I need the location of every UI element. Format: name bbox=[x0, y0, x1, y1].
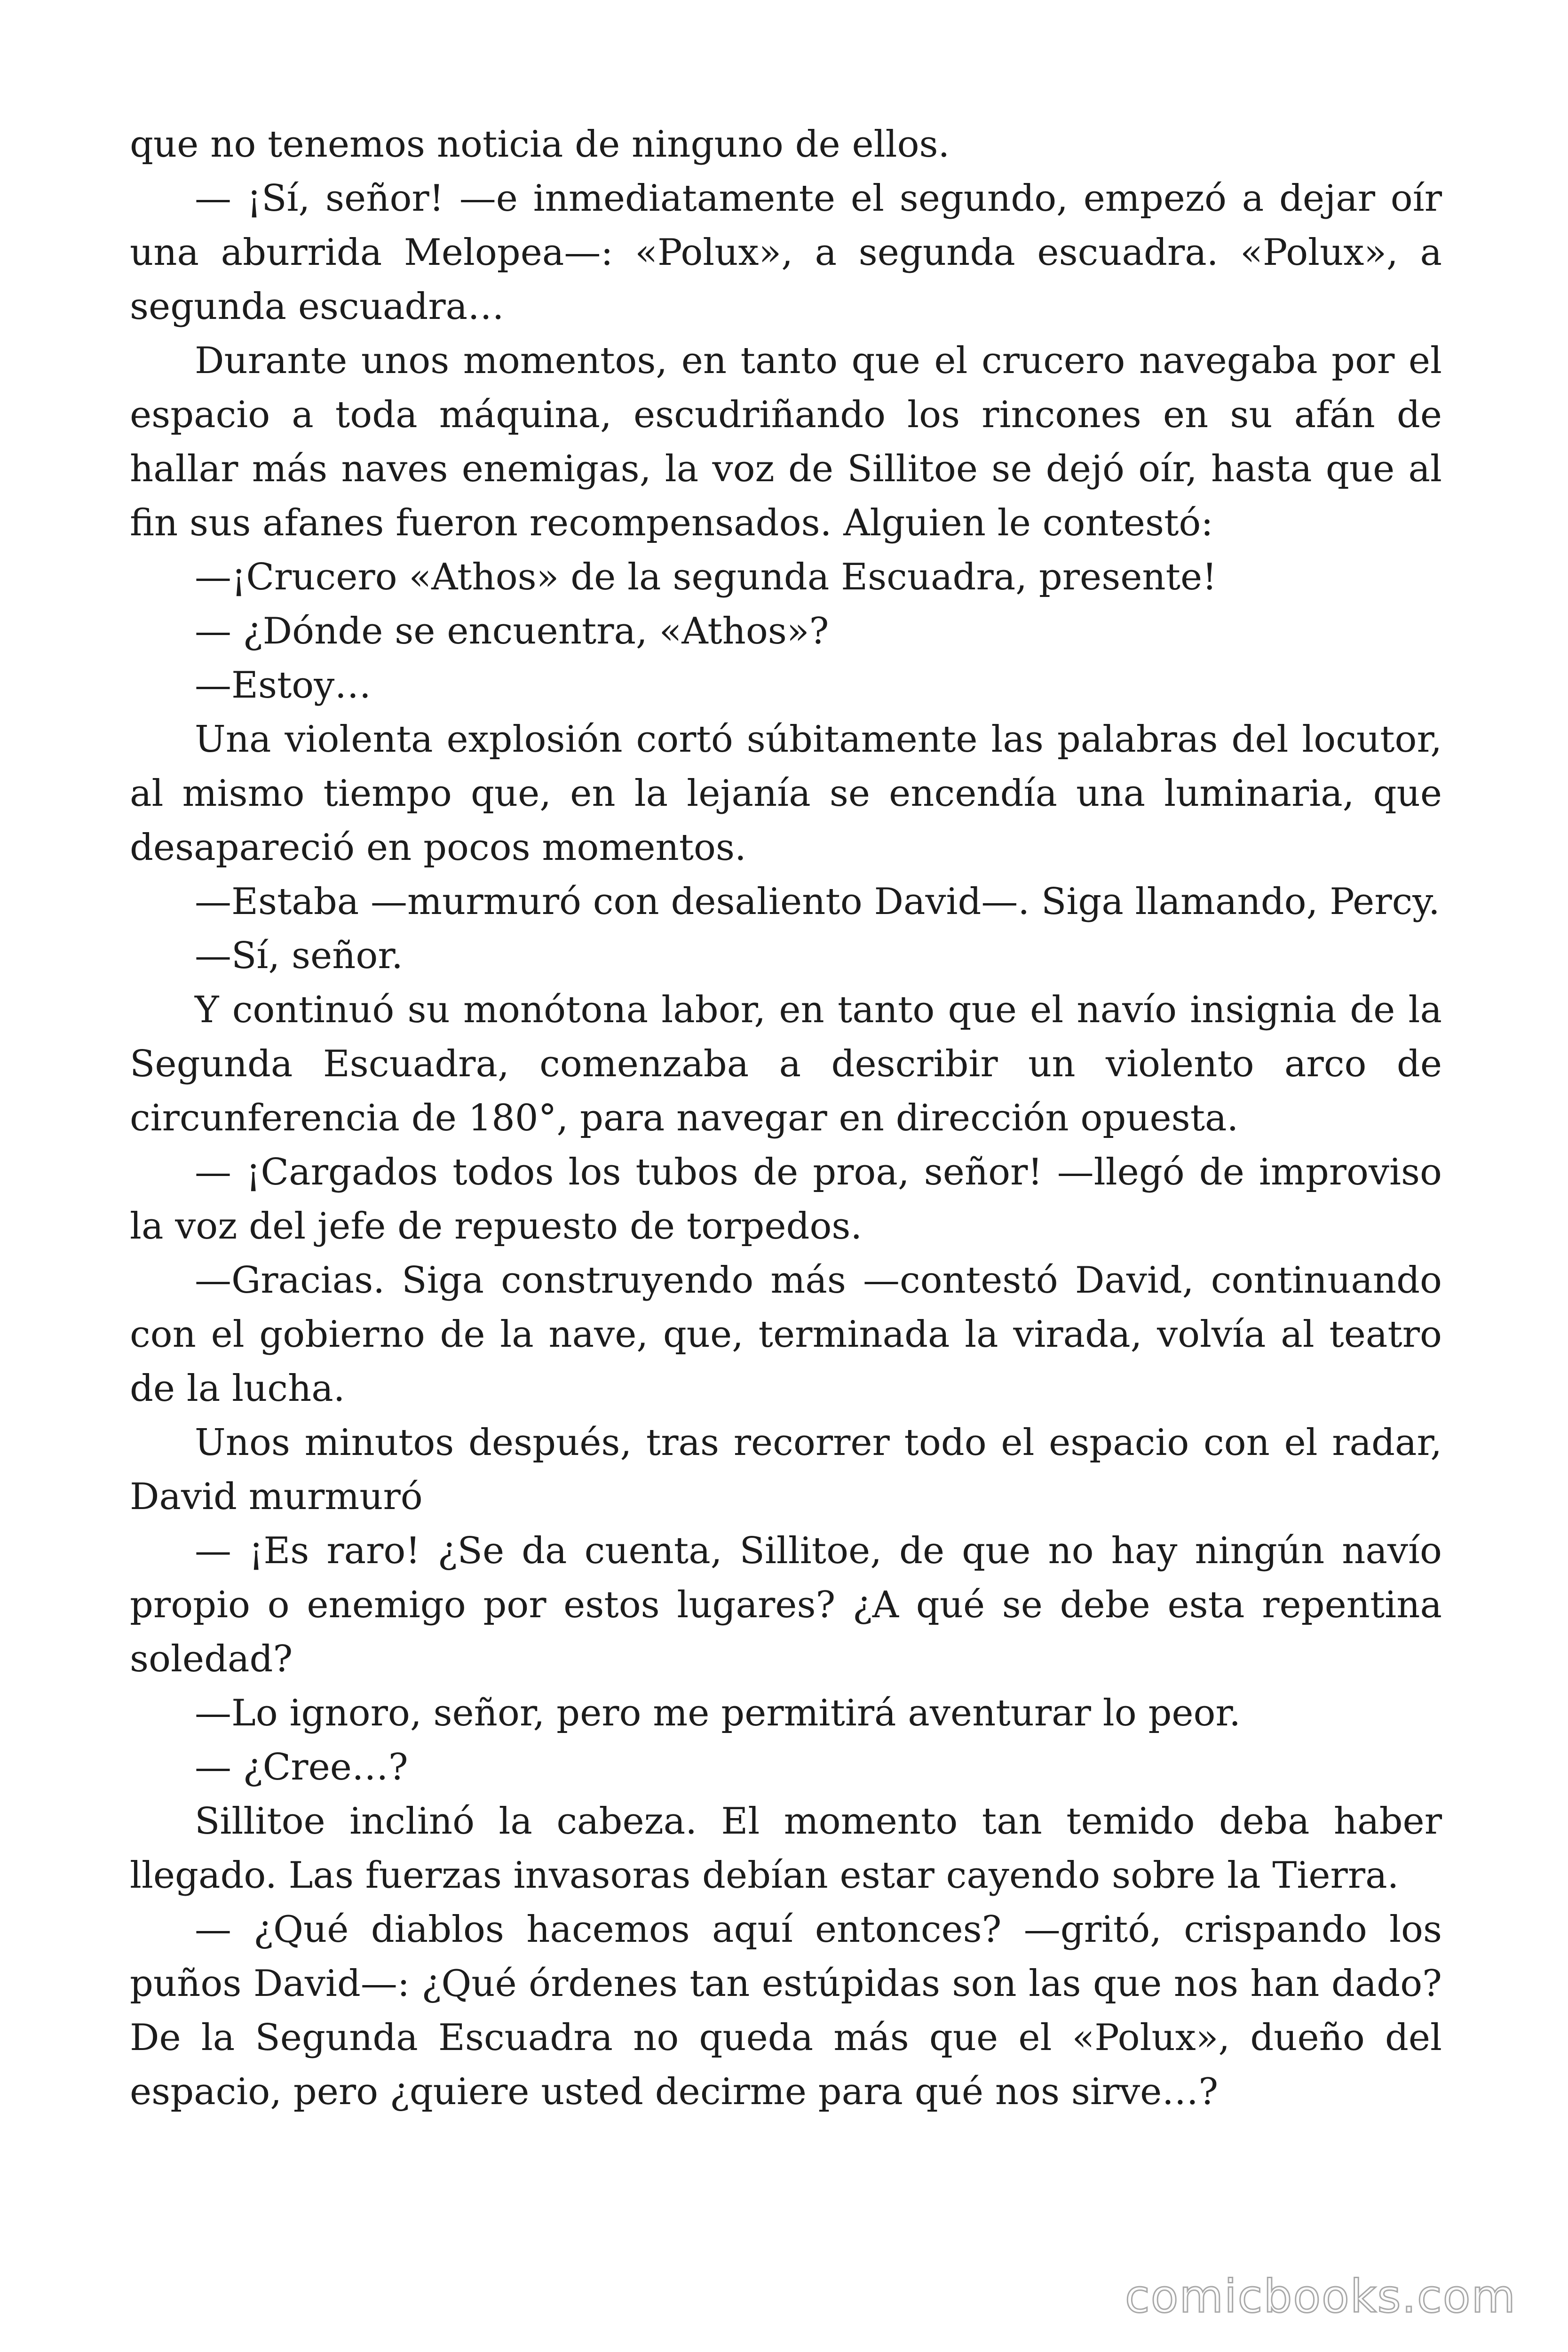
paragraph: — ¡Es raro! ¿Se da cuenta, Sillitoe, de que no hay ningún navío propio o enemigo por estos lugares? ¿A qué se debe esta repentina soledad? bbox=[130, 1530, 1442, 1680]
paragraph: Durante unos momentos, en tanto que el crucero navegaba por el espacio a toda máquina, escudriñando los rincones en su afán de hallar más naves enemigas, la voz de Sillitoe se dejó oír, hasta que al fin sus afanes fueron recompensados. Alguien le contestó: bbox=[130, 340, 1442, 544]
paragraph: que no tenemos noticia de ninguno de ellos. bbox=[130, 123, 950, 166]
paragraph: Sillitoe inclinó la cabeza. El momento tan temido deba haber llegado. Las fuerzas invasoras debían estar cayendo sobre la Tierra. bbox=[130, 1800, 1442, 1897]
page-body bbox=[130, 118, 1442, 2119]
watermark: comicbooks.com bbox=[1125, 2270, 1516, 2323]
paragraph: Y continuó su monótona labor, en tanto que el navío insignia de la Segunda Escuadra, comenzaba a describir un violento arco de circunferencia de 180°, para navegar en dirección opuesta. bbox=[130, 989, 1442, 1139]
paragraph: Una violenta explosión cortó súbitamente las palabras del locutor, al mismo tiempo que, en la lejanía se encendía una luminaria, que desapareció en pocos momentos. bbox=[130, 718, 1442, 869]
paragraph: — ¿Dónde se encuentra, «Athos»? bbox=[195, 610, 829, 652]
paragraph: — ¡Cargados todos los tubos de proa, señor! —llegó de improviso la voz del jefe de repuesto de torpedos. bbox=[130, 1151, 1442, 1248]
paragraph: —Estaba —murmuró con desaliento David—. Siga llamando, Percy. bbox=[195, 881, 1440, 923]
paragraph: — ¡Sí, señor! —e inmediatamente el segundo, empezó a dejar oír una aburrida Melopea—: «Polux», a segunda escuadra. «Polux», a segunda escuadra… bbox=[130, 177, 1442, 328]
paragraph: —Estoy… bbox=[195, 664, 372, 707]
paragraph: —Gracias. Siga construyendo más —contestó David, continuando con el gobierno de la nave, que, terminada la virada, volvía al teatro de la lucha. bbox=[130, 1259, 1442, 1410]
paragraph: — ¿Cree…? bbox=[195, 1746, 408, 1788]
paragraph: —¡Crucero «Athos» de la segunda Escuadra, presente! bbox=[195, 556, 1217, 598]
paragraph: — ¿Qué diablos hacemos aquí entonces? —gritó, crispando los puños David—: ¿Qué órdenes tan estúpidas son las que nos han dado? De la Segunda Escuadra no queda más que el «Polux», dueño del espacio, pero ¿quiere usted decirme para qué nos sirve…? bbox=[130, 1908, 1442, 2113]
paragraph: —Sí, señor. bbox=[195, 935, 403, 977]
paragraph: Unos minutos después, tras recorrer todo el espacio con el radar, David murmuró bbox=[130, 1422, 1442, 1518]
paragraph: —Lo ignoro, señor, pero me permitirá aventurar lo peor. bbox=[195, 1692, 1241, 1734]
